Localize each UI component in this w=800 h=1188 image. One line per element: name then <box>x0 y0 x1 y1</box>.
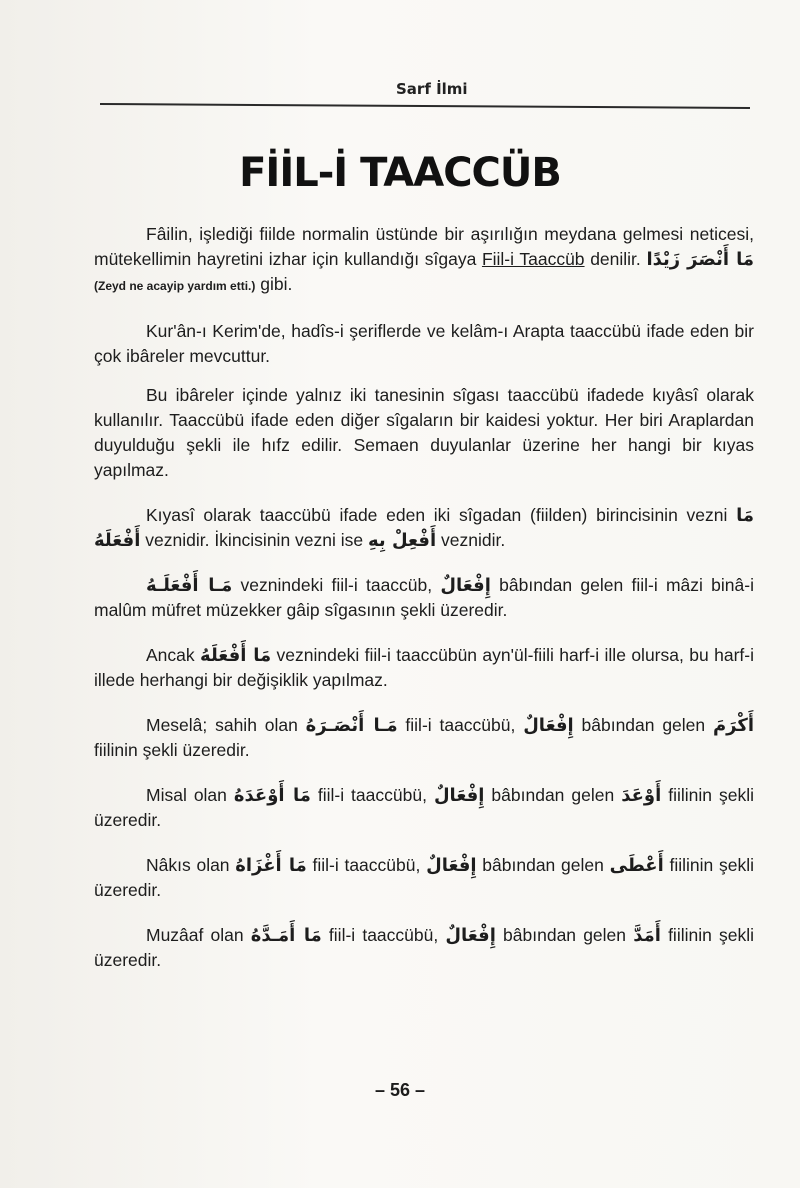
text: Ancak <box>146 645 201 665</box>
paragraph-definition <box>94 222 754 299</box>
arabic-example-1: مَا أَوْعَدَهُ <box>233 785 311 806</box>
text: veznidir. İkincisinin vezni ise <box>140 530 368 550</box>
text: veznindeki fiil-i taaccübün ayn'ül-fiili harf-i ille olursa, bu harf-i illede herhangi bir değişiklik yapılmaz. <box>94 645 754 690</box>
paragraph-ancak <box>94 643 754 693</box>
text: bâbından gelen <box>484 785 622 805</box>
chapter-title: FİİL-İ TAACCÜB <box>239 150 561 196</box>
arabic-vezin-2: أَفْعِلْ بِهِ <box>368 530 437 551</box>
text: bâbından gelen <box>495 925 634 945</box>
text: bâbından gelen <box>573 715 713 735</box>
header-rule <box>100 103 750 109</box>
arabic-vezin: مَـا أَفْعَلَـهُ <box>146 575 233 596</box>
arabic-vezin: مَا أَفْعَلَهُ <box>200 645 272 666</box>
body-text <box>94 222 754 993</box>
arabic-example-2: أَكْرَمَ <box>712 715 754 736</box>
running-header: Sarf İlmi <box>396 80 468 98</box>
arabic-bab: إِفْعَالٌ <box>426 855 477 876</box>
paragraph-mesela <box>94 713 754 763</box>
text: gibi. <box>255 274 293 294</box>
arabic-example-1: مَا أَغْزَاهُ <box>235 855 307 876</box>
text: Fâilin, işlediği fiilde normalin üstünde bir aşırılığın meydana gelmesi neticesi, mütekellimin hayretini izhar için kullandığı sîgaya <box>94 224 754 269</box>
text: denilir. <box>584 249 647 269</box>
text: Muzâaf olan <box>146 925 251 945</box>
paragraph-vezin <box>94 573 754 623</box>
text: fiil-i taaccübü, <box>397 715 524 735</box>
text: fiil-i taaccübü, <box>321 925 446 945</box>
arabic-vezin-1: مَا أَفْعَلَهُ <box>94 505 754 551</box>
text: fiil-i taaccübü, <box>306 855 427 875</box>
arabic-example: مَا أَنْصَرَ زَيْدًا <box>646 249 754 270</box>
arabic-bab: إِفْعَالٌ <box>433 785 485 806</box>
text: Kıyasî olarak taaccübü ifade eden iki sîgadan (fiilden) birincisinin vezni <box>146 505 737 525</box>
text: veznidir. <box>436 530 506 550</box>
arabic-example-2: أَوْعَدَ <box>621 785 662 806</box>
text: veznindeki fiil-i taaccüb, <box>232 575 441 595</box>
paragraph-misal <box>94 783 754 833</box>
arabic-bab: إِفْعَالٌ <box>523 715 574 736</box>
text: bâbından gelen <box>476 855 610 875</box>
term-fiil-i-taaccub: Fiil-i Taaccüb <box>481 249 585 269</box>
arabic-bab: إِفْعَالٌ <box>440 575 491 596</box>
arabic-example-2: أَمَدَّ <box>633 925 661 946</box>
arabic-example-1: مَـا أَنْصَـرَهُ <box>305 715 398 736</box>
page-number: – 56 – <box>374 1080 426 1100</box>
text: Meselâ; sahih olan <box>146 715 306 735</box>
arabic-example-1: مَا أَمَـدَّهُ <box>250 925 322 946</box>
paragraph-quran: Kur'ân-ı Kerim'de, hadîs-i şeriflerde ve kelâm-ı Arapta taaccübü ifade eden bir çok ibâreler mevcuttur. <box>94 321 754 366</box>
arabic-example-2: أَعْطَى <box>609 855 664 876</box>
paragraph-nakis <box>94 853 754 903</box>
text: fiilinin şekli üzeredir. <box>94 925 755 970</box>
translation-note: (Zeyd ne acayip yardım etti.) <box>94 279 256 293</box>
text: fiilinin şekli üzeredir. <box>94 785 754 830</box>
text: bâbından gelen fiil-i mâzi binâ-i malûm müfret müzekker gâip sîgasının şekli üzeredir. <box>94 575 754 620</box>
text: fiilinin şekli üzeredir. <box>94 855 755 900</box>
text: Misal olan <box>146 785 234 805</box>
paragraph-kiyasi <box>94 503 754 553</box>
paragraph-muzaaf <box>94 923 754 973</box>
text: fiil-i taaccübü, <box>310 785 434 805</box>
text: Nâkıs olan <box>146 855 236 875</box>
text: fiilinin şekli üzeredir. <box>94 740 250 760</box>
paragraph-ibareler: Bu ibâreler içinde yalnız iki tanesinin sîgası taaccübü ifadede kıyâsî olarak kullanılır. Taaccübü ifade eden diğer sîgaların bir kaidesi yoktur. Her biri Araplardan duyulduğu şekli ile hıfz edilir. Semaen duyulanlar üzerine her hangi bir kıyas yapılmaz. <box>94 385 754 480</box>
arabic-bab: إِفْعَالٌ <box>445 925 496 946</box>
